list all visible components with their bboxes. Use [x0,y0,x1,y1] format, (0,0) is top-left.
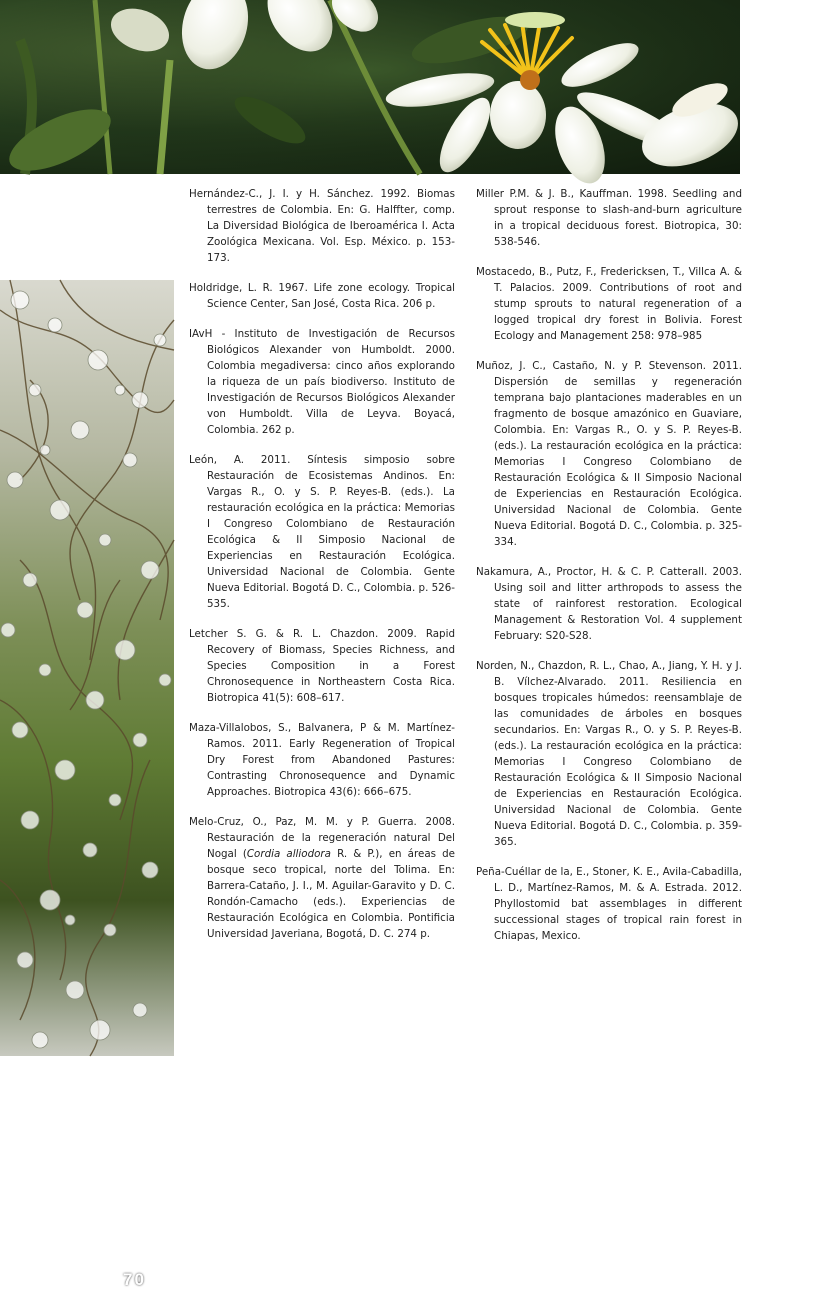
reference-entry: León, A. 2011. Síntesis simposio sobre Restauración de Ecosistemas Andinos. En: Vargas R., O. y S. P. Reyes-B. (eds.). La restauración ecológica en la práctica: Memorias I Congreso Colombiano de Restauración Ecológica & II Simposio Nacional de Experiencias en Restauración Ecológica. Universidad Nacional de Colombia. Gente Nueva Editorial. Bogotá D. C., Colombia. p. 526-535. [189,454,455,610]
reference-entry: Peña-Cuéllar de la, E., Stoner, K. E., Avila-Cabadilla, L. D., Martínez-Ramos, M. & A. Estrada. 2012. Phyllostomid bat assemblages in different successional stages of tropical rain forest in Chiapas, Mexico. [476,866,742,942]
references-left-column [189,186,455,956]
reference-entry: Norden, N., Chazdon, R. L., Chao, A., Jiang, Y. H. y J. B. Vílchez-Alvarado. 2011. Resiliencia en bosques tropicales húmedos: reensamblaje de las comunidades de árboles en bosques secundarios. En: Vargas R., O. y S. P. Reyes-B. (eds.). La restauración ecológica en la práctica: Memorias I Congreso Colombiano de Restauración Ecológica & II Simposio Nacional de Experiencias en Restauración Ecológica. Universidad Nacional de Colombia. Gente Nueva Editorial. Bogotá D. C., Colombia. p. 359-365. [476,660,742,848]
reference-entry: Maza-Villalobos, S., Balvanera, P & M. Martínez-Ramos. 2011. Early Regeneration of Tropical Dry Forest from Abandoned Pastures: Contrasting Chronosequence and Dynamic Approaches. Biotropica 43(6): 666–675. [189,722,455,798]
dewdrop-photo [0,280,174,1289]
reference-entry: Letcher S. G. & R. L. Chazdon. 2009. Rapid Recovery of Biomass, Species Richness, and Species Composition in a Forest Chronosequence in Northeastern Costa Rica. Biotropica 41(5): 608–617. [189,628,455,704]
reference-entry: Nakamura, A., Proctor, H. & C. P. Catterall. 2003. Using soil and litter arthropods to assess the state of rainforest restoration. Ecological Management & Restoration Vol. 4 supplement February: S20-S28. [476,566,742,642]
page-number: 70 [123,1270,146,1289]
references-right-column [476,186,742,958]
reference-entry: Muñoz, J. C., Castaño, N. y P. Stevenson. 2011. Dispersión de semillas y regeneración temprana bajo plantaciones maderables en un fragmento de bosque amazónico en Guaviare, Colombia. En: Vargas R., O. y S. P. Reyes-B. (eds.). La restauración ecológica en la práctica: Memorias I Congreso Colombiano de Restauración Ecológica & II Simposio Nacional de Experiencias en Restauración Ecológica. Universidad Nacional de Colombia. Gente Nueva Editorial. Bogotá D. C., Colombia. p. 325-334. [476,360,742,548]
reference-entry: Melo-Cruz, O., Paz, M. M. y P. Guerra. 2008. Restauración de la regeneración natural Del Nogal (Cordia alliodora R. & P.), en áreas de bosque seco tropical, norte del Tolima. En: Barrera-Cataño, J. I., M. Aguilar-Garavito y D. C. Rondón-Camacho (eds.). Experiencias de Restauración Ecológica en Colombia. Pontificia Universidad Javeriana, Bogotá, D. C. 274 p. [189,816,455,940]
flower-photo [0,0,740,174]
reference-entry: Miller P.M. & J. B., Kauffman. 1998. Seedling and sprout response to slash-and-burn agriculture in a tropical deciduous forest. Biotropica, 30: 538-546. [476,188,742,248]
reference-entry: IAvH - Instituto de Investigación de Recursos Biológicos Alexander von Humboldt. 2000. Colombia megadiversa: cinco años explorando la riqueza de un país biodiverso. Instituto de Investigación de Recursos Biológicos Alexander von Humboldt. Villa de Leyva. Boyacá, Colombia. 262 p. [189,328,455,436]
reference-entry: Hernández-C., J. I. y H. Sánchez. 1992. Biomas terrestres de Colombia. En: G. Halffter, comp. La Diversidad Biológica de Iberoamérica I. Acta Zoológica Mexicana. Vol. Esp. México. p. 153-173. [189,188,455,264]
reference-entry: Holdridge, L. R. 1967. Life zone ecology. Tropical Science Center, San José, Costa Rica. 206 p. [189,282,455,310]
reference-entry: Mostacedo, B., Putz, F., Fredericksen, T., Villca A. & T. Palacios. 2009. Contributions of root and stump sprouts to natural regeneration of a logged tropical dry forest in Bolivia. Forest Ecology and Management 258: 978–985 [476,266,742,342]
